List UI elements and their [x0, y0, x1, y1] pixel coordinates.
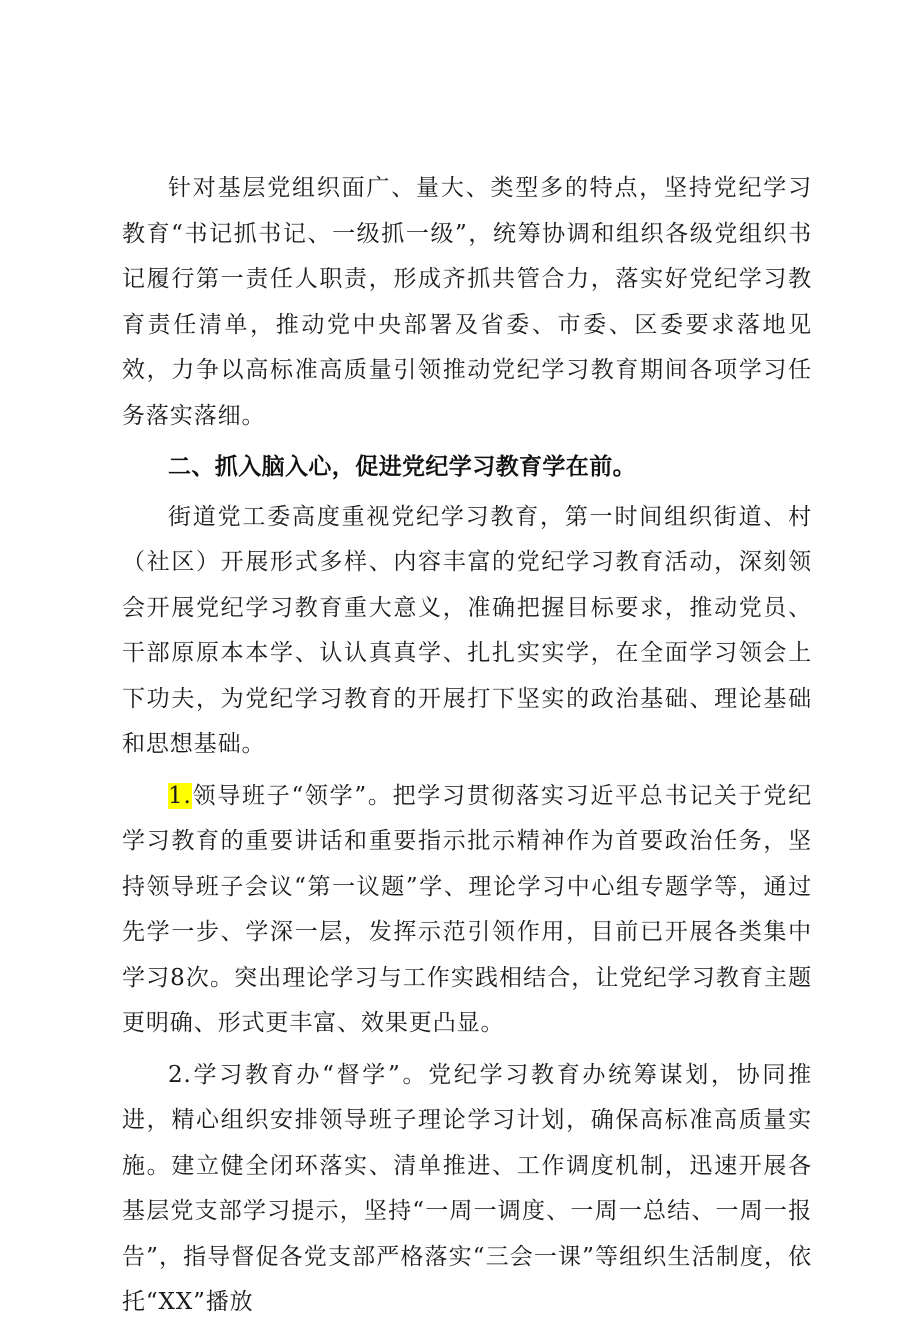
paragraph-street-committee: 街道党工委高度重视党纪学习教育，第一时间组织街道、村（社区）开展形式多样、内容丰富的党纪学习教育活动，深刻领会开展党纪学习教育重大意义，准确把握目标要求，推动党员、干部原原本本学、认认真真学、扎扎实实学，在全面学习领会上下功夫，为党纪学习教育的开展打下坚实的政治基础、理论基础和思想基础。 [122, 503, 812, 757]
item-number: 2. [168, 1061, 192, 1088]
section-heading-2: 二、抓入脑入心，促进党纪学习教育学在前。 [168, 454, 636, 480]
document-body [122, 166, 812, 1332]
item-number-highlighted: 1. [168, 782, 192, 809]
paragraph-item-1 [122, 774, 812, 1047]
paragraph-responsibility: 针对基层党组织面广、量大、类型多的特点，坚持党纪学习教育“书记抓书记、一级抓一级”，统筹协调和组织各级党组织书记履行第一责任人职责，形成齐抓共管合力，落实好党纪学习教育责任清单，推动党中央部署及省委、市委、区委要求落地见效，力争以高标准高质量引领推动党纪学习教育期间各项学习任务落实落细。 [122, 175, 812, 429]
item-2-text: 学习教育办“督学”。党纪学习教育办统筹谋划，协同推进，精心组织安排领导班子理论学习计划，确保高标准高质量实施。建立健全闭环落实、清单推进、工作调度机制，迅速开展各基层党支部学习提示，坚持“一周一调度、一周一总结、一周一报告”，指导督促各党支部严格落实“三会一课”等组织生活制度，依托“XX”播放 [122, 1061, 812, 1315]
item-1-text: 领导班子“领学”。把学习贯彻落实习近平总书记关于党纪学习教育的重要讲话和重要指示批示精神作为首要政治任务，坚持领导班子会议“第一议题”学、理论学习中心组专题学等，通过先学一步、学深一层，发挥示范引领作用，目前已开展各类集中学习8次。突出理论学习与工作实践相结合，让党纪学习教育主题更明确、形式更丰富、效果更凸显。 [122, 782, 812, 1036]
paragraph-item-2 [122, 1053, 812, 1326]
